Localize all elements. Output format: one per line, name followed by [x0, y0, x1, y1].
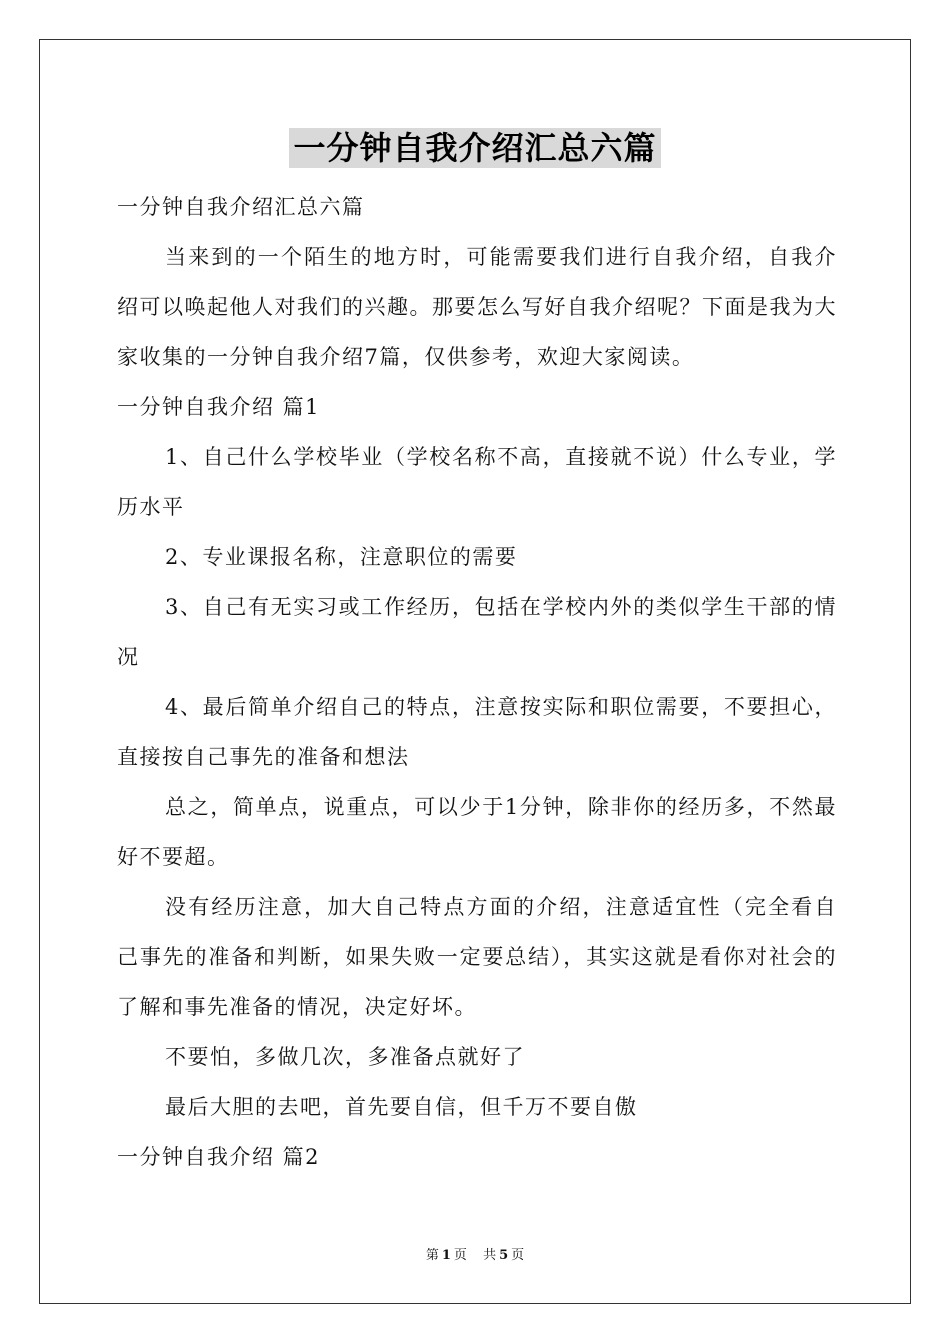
paragraph: 一分钟自我介绍汇总六篇: [117, 195, 365, 219]
paragraph: 总之，简单点，说重点，可以少于1分钟，除非你的经历多，不然最好不要超。: [117, 795, 837, 869]
section-heading: 一分钟自我介绍 篇2: [117, 1145, 321, 1169]
page-suffix: 页: [453, 1248, 467, 1263]
title-container: [0, 128, 950, 168]
paragraph: 最后大胆的去吧，首先要自信，但千万不要自傲: [165, 1095, 638, 1119]
total-pages: 5: [499, 1248, 509, 1263]
document-title: 一分钟自我介绍汇总六篇: [289, 128, 660, 168]
page-indicator: [423, 1248, 470, 1263]
page-number: 1: [441, 1248, 451, 1263]
paragraph: 不要怕，多做几次，多准备点就好了: [165, 1045, 525, 1069]
paragraph: 2、专业课报名称，注意职位的需要: [165, 545, 518, 569]
paragraph: 4、最后简单介绍自己的特点，注意按实际和职位需要，不要担心，直接按自己事先的准备和想法: [117, 695, 837, 769]
page-footer: [0, 1248, 950, 1264]
section-heading: 一分钟自我介绍 篇1: [117, 395, 321, 419]
total-prefix: 共: [483, 1248, 497, 1263]
page-prefix: 第: [425, 1248, 439, 1263]
document-body: [117, 182, 837, 1182]
paragraph: 当来到的一个陌生的地方时，可能需要我们进行自我介绍，自我介绍可以唤起他人对我们的兴趣。那要怎么写好自我介绍呢？下面是我为大家收集的一分钟自我介绍7篇，仅供参考，欢迎大家阅读。: [117, 245, 837, 369]
paragraph: 没有经历注意，加大自己特点方面的介绍，注意适宜性（完全看自己事先的准备和判断，如果失败一定要总结），其实这就是看你对社会的了解和事先准备的情况，决定好坏。: [117, 895, 837, 1019]
total-suffix: 页: [511, 1248, 525, 1263]
paragraph: 3、自己有无实习或工作经历，包括在学校内外的类似学生干部的情况: [117, 595, 837, 669]
total-indicator: [480, 1248, 527, 1263]
paragraph: 1、自己什么学校毕业（学校名称不高，直接就不说）什么专业，学历水平: [117, 445, 837, 519]
